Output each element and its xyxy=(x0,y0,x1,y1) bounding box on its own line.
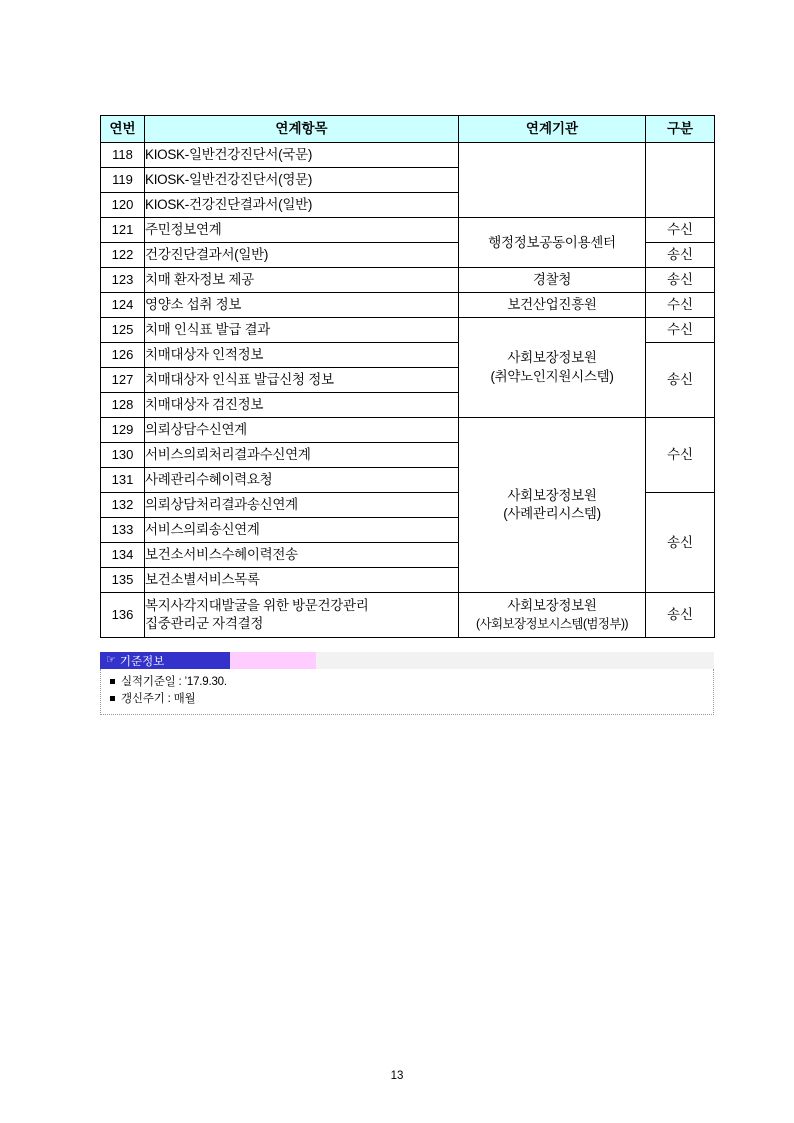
cell-no: 134 xyxy=(101,543,145,568)
cell-item: KIOSK-건강진단결과서(일반) xyxy=(145,193,459,218)
table-row xyxy=(101,418,715,443)
cell-org: 보건산업진흥원 xyxy=(459,293,646,318)
reference-info-body xyxy=(100,669,714,715)
cell-item: 치매대상자 인식표 발급신청 정보 xyxy=(145,368,459,393)
reference-info-line: 갱신주기 : 매월 xyxy=(109,691,705,708)
cell-org xyxy=(459,593,646,638)
column-header-org: 연계기관 xyxy=(459,116,646,143)
cell-type: 수신 xyxy=(646,218,715,243)
reference-info-filler-segment xyxy=(316,652,714,669)
cell-type: 수신 xyxy=(646,318,715,343)
cell-org xyxy=(459,318,646,418)
link-items-table-wrapper xyxy=(100,115,714,638)
cell-no: 124 xyxy=(101,293,145,318)
cell-item: 치매 환자정보 제공 xyxy=(145,268,459,293)
cell-item xyxy=(145,593,459,638)
cell-no: 123 xyxy=(101,268,145,293)
cell-no: 136 xyxy=(101,593,145,638)
reference-info-title: 기준정보 xyxy=(119,655,165,668)
cell-item: 영양소 섭취 정보 xyxy=(145,293,459,318)
cell-no: 118 xyxy=(101,143,145,168)
cell-item: KIOSK-일반건강진단서(국문) xyxy=(145,143,459,168)
reference-info-accent-segment xyxy=(230,652,316,669)
cell-item: 의뢰상담수신연계 xyxy=(145,418,459,443)
cell-org-line1: 사회보장정보원 xyxy=(507,487,597,503)
reference-info-box xyxy=(100,652,714,715)
cell-org-line2: (취약노인지원시스템) xyxy=(490,368,614,384)
cell-org-empty xyxy=(459,143,646,218)
cell-no: 130 xyxy=(101,443,145,468)
cell-type: 송신 xyxy=(646,243,715,268)
cell-type: 송신 xyxy=(646,493,715,593)
table-row xyxy=(101,593,715,638)
pointing-hand-icon: ☞ xyxy=(106,654,116,666)
cell-org: 경찰청 xyxy=(459,268,646,293)
table-row xyxy=(101,318,715,343)
cell-type: 송신 xyxy=(646,268,715,293)
cell-no: 126 xyxy=(101,343,145,368)
table-row xyxy=(101,268,715,293)
reference-info-title-segment xyxy=(100,652,230,669)
cell-no: 119 xyxy=(101,168,145,193)
cell-org xyxy=(459,418,646,593)
cell-item: 건강진단결과서(일반) xyxy=(145,243,459,268)
cell-item: 사례관리수혜이력요청 xyxy=(145,468,459,493)
cell-no: 131 xyxy=(101,468,145,493)
cell-org-line1: 사회보장정보원 xyxy=(507,350,597,366)
cell-item: 의뢰상담처리결과송신연계 xyxy=(145,493,459,518)
page-number: 13 xyxy=(390,1070,404,1082)
table-row xyxy=(101,293,715,318)
cell-no: 125 xyxy=(101,318,145,343)
reference-info-line: 실적기준일 : ’17.9.30. xyxy=(109,674,705,691)
column-header-item: 연계항목 xyxy=(145,116,459,143)
column-header-type: 구분 xyxy=(646,116,715,143)
cell-org-line2: (사례관리시스템) xyxy=(503,506,601,521)
cell-item: 주민정보연계 xyxy=(145,218,459,243)
column-header-no: 연번 xyxy=(101,116,145,143)
cell-no: 133 xyxy=(101,518,145,543)
cell-type: 송신 xyxy=(646,593,715,638)
cell-no: 135 xyxy=(101,568,145,593)
cell-type: 수신 xyxy=(646,293,715,318)
cell-no: 132 xyxy=(101,493,145,518)
cell-type: 수신 xyxy=(646,418,715,493)
table-header-row xyxy=(101,116,715,143)
cell-no: 128 xyxy=(101,393,145,418)
link-items-table xyxy=(100,115,715,638)
cell-item: 치매대상자 검진정보 xyxy=(145,393,459,418)
cell-type: 송신 xyxy=(646,343,715,418)
cell-item: 서비스의뢰송신연계 xyxy=(145,518,459,543)
cell-item: KIOSK-일반건강진단서(영문) xyxy=(145,168,459,193)
cell-no: 122 xyxy=(101,243,145,268)
cell-item: 치매 인식표 발급 결과 xyxy=(145,318,459,343)
cell-item: 치매대상자 인적정보 xyxy=(145,343,459,368)
cell-item: 보건소서비스수혜이력전송 xyxy=(145,543,459,568)
reference-info-header xyxy=(100,652,714,669)
cell-no: 129 xyxy=(101,418,145,443)
cell-no: 127 xyxy=(101,368,145,393)
cell-no: 121 xyxy=(101,218,145,243)
table-row xyxy=(101,218,715,243)
cell-item-line1: 복지사각지대발굴을 위한 방문건강관리 xyxy=(145,597,369,613)
cell-no: 120 xyxy=(101,193,145,218)
cell-org: 행정정보공동이용센터 xyxy=(459,218,646,268)
cell-type-empty xyxy=(646,143,715,218)
cell-item: 서비스의뢰처리결과수신연계 xyxy=(145,443,459,468)
cell-org-line1: 사회보장정보원 xyxy=(507,598,597,614)
table-row xyxy=(101,143,715,168)
cell-org-line2: (사회보장정보시스템(범정부)) xyxy=(476,616,628,631)
cell-item-line2: 집중관리군 자격결정 xyxy=(145,616,264,631)
cell-item: 보건소별서비스목록 xyxy=(145,568,459,593)
